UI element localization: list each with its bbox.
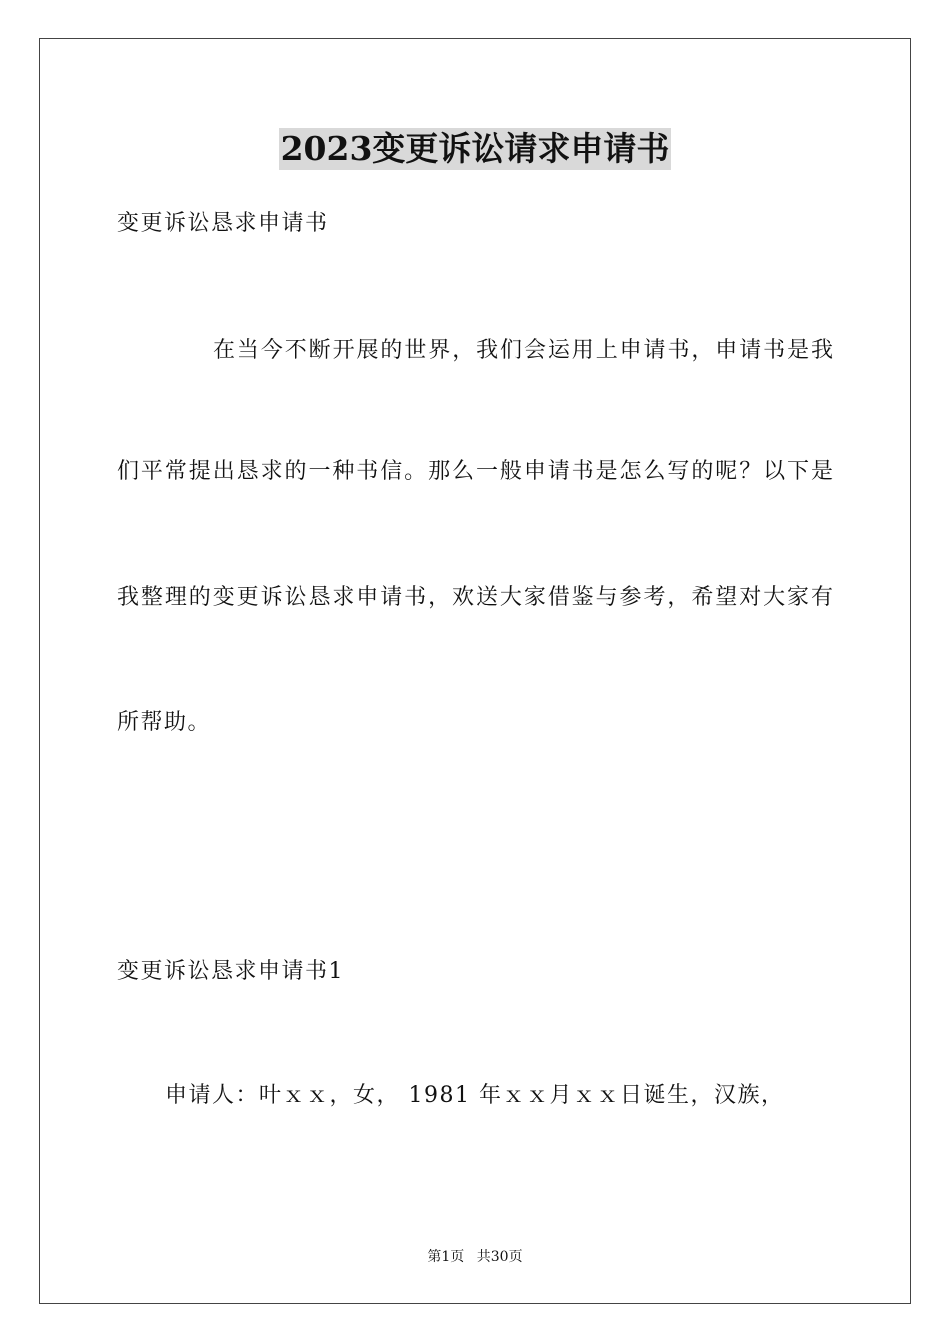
intro-line-4: 所帮助。	[117, 710, 212, 735]
page-number-current: 第1页	[427, 1249, 465, 1265]
document-title: 2023变更诉讼请求申请书	[280, 129, 670, 168]
applicant-line: 申请人：叶ｘｘ，女， 1981 年ｘｘ月ｘｘ日诞生，汉族，	[165, 1083, 785, 1108]
intro-line-1: 在当今不断开展的世界，我们会运用上申请书，申请书是我	[213, 338, 833, 363]
intro-line-2: 们平常提出恳求的一种书信。那么一般申请书是怎么写的呢？以下是	[117, 459, 833, 484]
title-container	[0, 128, 950, 170]
page-number-total: 共30页	[476, 1249, 523, 1265]
document-subtitle: 变更诉讼恳求申请书	[117, 211, 329, 236]
intro-line-3: 我整理的变更诉讼恳求申请书，欢送大家借鉴与参考，希望对大家有	[117, 585, 833, 610]
section-heading: 变更诉讼恳求申请书1	[117, 959, 344, 984]
page-footer	[0, 1247, 950, 1267]
